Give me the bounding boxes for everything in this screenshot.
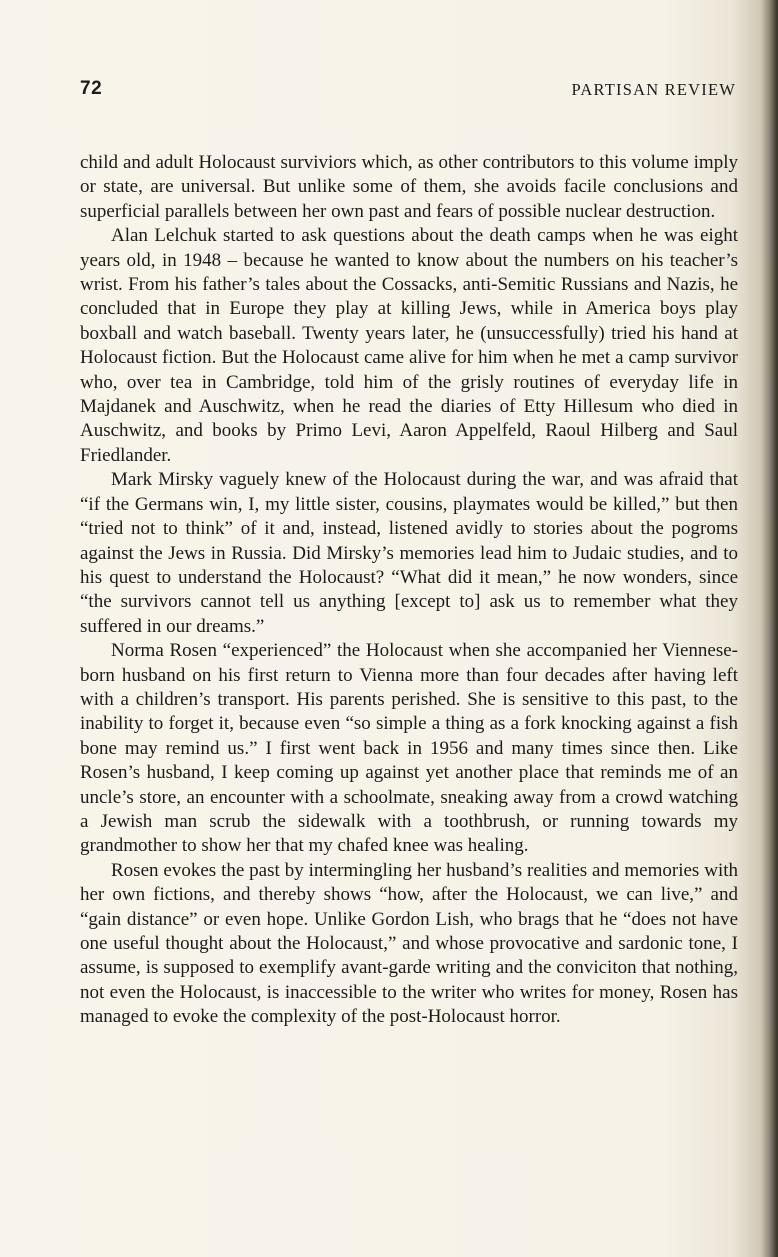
paragraph-continued: child and adult Holocaust surviviors which, as other contributors to this volume imply or state, are universal. But unlike some of them, she avoids facile conclusions and superficial parallels between her own past and fears of possible nuclear destruction. xyxy=(80,152,738,222)
article-body xyxy=(80,151,738,1030)
running-head xyxy=(80,78,736,104)
paragraph-lelchuk: Alan Lelchuk started to ask questions about the death camps when he was eight years old, in 1948 – because he wanted to know about the numbers on his teacher’s wrist. From his father’s tales about the Cossacks, anti-Semitic Russians and Nazis, he concluded that in Europe they play at killing Jews, while in America boys play boxball and watch baseball. Twenty years later, he (unsuccessfully) tried his hand at Holocaust fiction. But the Holocaust came alive for him when he met a camp survivor who, over tea in Cambridge, told him of the grisly routines of everyday life in Majdanek and Auschwitz, when he read the diaries of Etty Hillesum who died in Auschwitz, and books by Primo Levi, Aaron Appelfeld, Raoul Hilberg and Saul Friedlander. xyxy=(80,225,738,466)
journal-title: PARTISAN REVIEW xyxy=(571,80,736,99)
paragraph-rosen-lish: Rosen evokes the past by intermingling her husband’s realities and memories with her own fictions, and thereby shows “how, after the Holocaust, we can live,” and “gain distance” or even hope. Unlike Gordon Lish, who brags that he “does not have one useful thought about the Holocaust,” and whose provocative and sardonic tone, I assume, is supposed to exemplify avant-garde writing and the conviciton that nothing, not even the Holocaust, is inaccessible to the writer who writes for money, Rosen has managed to evoke the complexity of the post-Holocaust horror. xyxy=(80,859,738,1028)
paragraph-rosen: Norma Rosen “experienced” the Holocaust when she accompanied her Viennese-born husband on his first return to Vienna more than four decades after having left with a children’s transport. His parents perished. She is sensitive to this past, to the inability to forget it, because even “so simple a thing as a fork knocking against a fish bone may remind us.” I first went back in 1956 and many times since then. Like Rosen’s husband, I keep coming up against yet another place that reminds me of an uncle’s store, an encounter with a schoolmate, sneaking away from a crowd watching a Jewish man scrub the sidewalk with a toothbrush, or running towards my grandmother to show her that my chafed knee was healing. xyxy=(80,640,738,857)
page-number: 72 xyxy=(80,78,103,99)
paragraph-mirsky: Mark Mirsky vaguely knew of the Holocaust during the war, and was afraid that “if the Germans win, I, my little sister, cousins, playmates would be killed,” but then “tried not to think” of it and, instead, listened avidly to stories about the pogroms against the Jews in Russia. Did Mirsky’s memories lead him to Judaic studies, and to his quest to understand the Holocaust? “What did it mean,” he now wonders, since “the survivors cannot tell us anything [except to] ask us to remember what they suffered in our dreams.” xyxy=(80,469,738,637)
spine-shadow xyxy=(760,0,778,1257)
